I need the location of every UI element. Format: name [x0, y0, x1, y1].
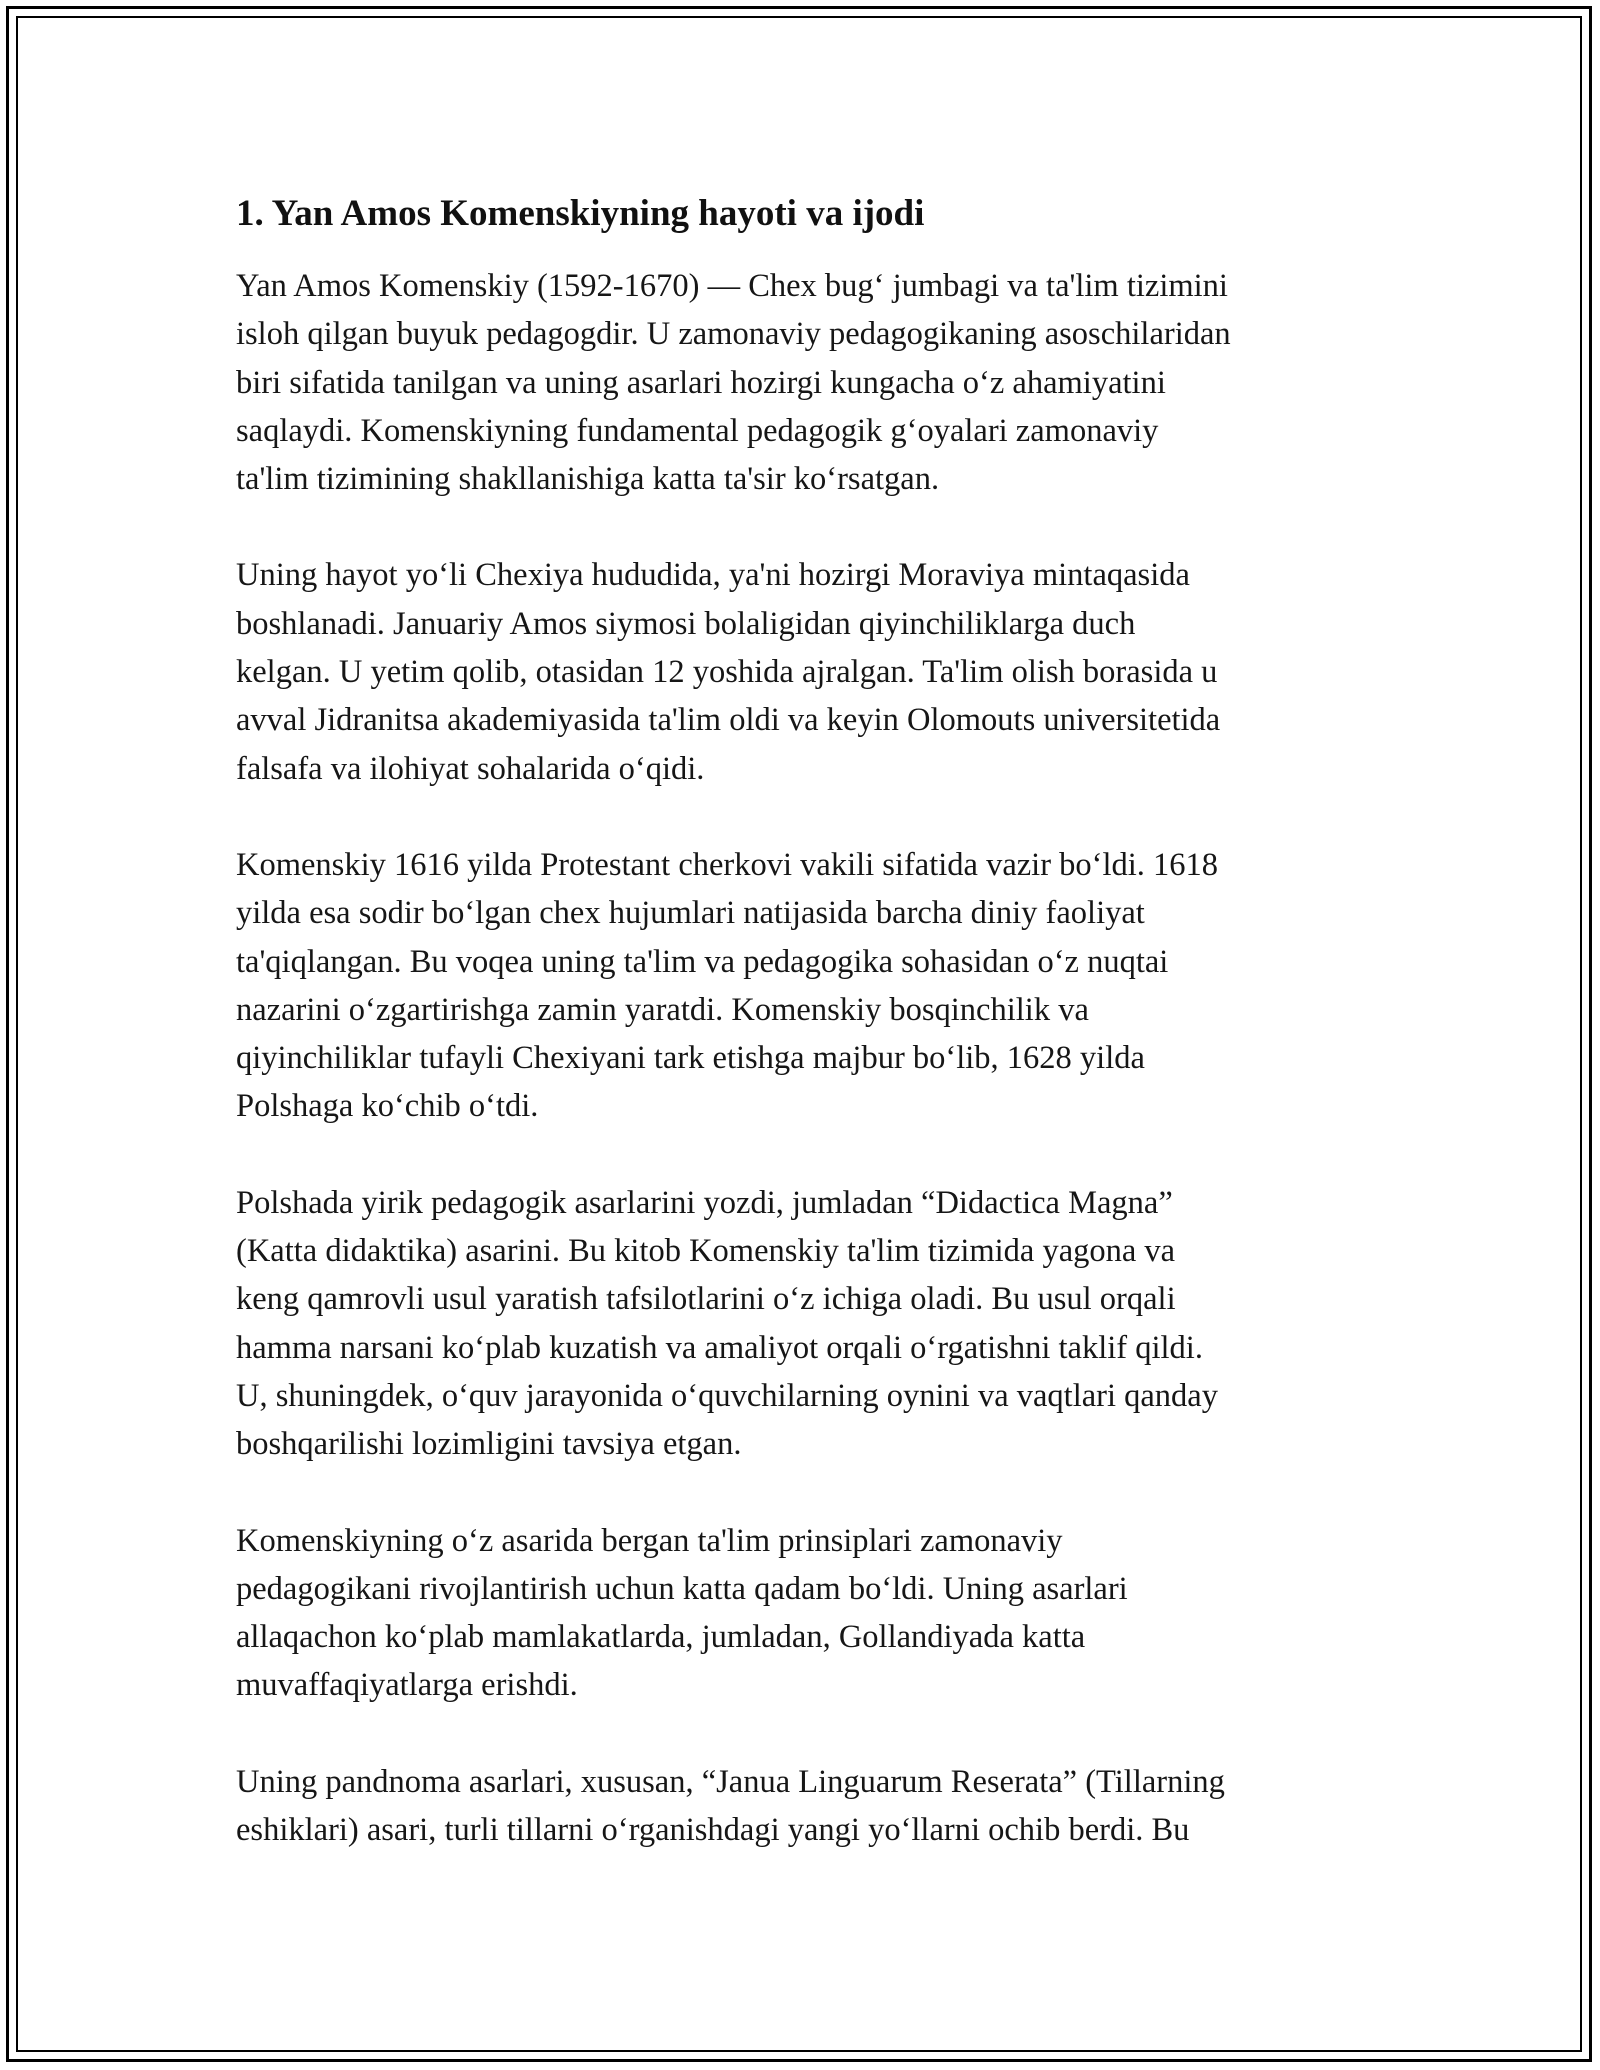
text-line: ta'lim tizimining shakllanishiga katta ta'sir ko‘rsatgan. — [236, 461, 940, 498]
text-line: biri sifatida tanilgan va uning asarlari hozirgi kungacha o‘z ahamiyatini — [236, 364, 1166, 401]
text-line: Uning hayot yo‘li Chexiya hududida, ya'ni hozirgi Moraviya mintaqasida — [236, 557, 1190, 594]
text-line: Polshada yirik pedagogik asarlarini yozdi, jumladan “Didactica Magna” — [236, 1184, 1173, 1221]
text-line: boshqarilishi lozimligini tavsiya etgan. — [236, 1426, 742, 1463]
paragraph-3 — [236, 841, 1366, 1131]
text-line: Komenskiyning o‘z asarida bergan ta'lim prinsiplari zamonaviy — [236, 1522, 1063, 1559]
text-line: eshiklari) asari, turli tillarni o‘rganishdagi yangi yo‘llarni ochib berdi. Bu — [236, 1812, 1190, 1849]
text-line: yilda esa sodir bo‘lgan chex hujumlari natijasida barcha diniy faoliyat — [236, 895, 1145, 932]
document-body — [236, 188, 1366, 1902]
section-heading: 1. Yan Amos Komenskiyning hayoti va ijodi — [236, 193, 925, 234]
text-line: ta'qiqlangan. Bu voqea uning ta'lim va pedagogika sohasidan o‘z nuqtai — [236, 943, 1169, 980]
paragraph-6 — [236, 1758, 1366, 1855]
text-line: Yan Amos Komenskiy (1592-1670) — Chex bug‘ jumbagi va ta'lim tizimini — [236, 268, 1228, 304]
text-line: nazarini o‘zgartirishga zamin yaratdi. Komenskiy bosqinchilik va — [236, 991, 1089, 1028]
text-line: avval Jidranitsa akademiyasida ta'lim oldi va keyin Olomouts universitetida — [236, 702, 1221, 739]
paragraph-2 — [236, 551, 1366, 792]
text-line: boshlanadi. Januariy Amos siymosi bolaligidan qiyinchiliklarga duch — [236, 605, 1136, 642]
text-line: U, shuningdek, o‘quv jarayonida o‘quvchilarning oynini va vaqtlari qanday — [236, 1377, 1218, 1414]
text-line: allaqachon ko‘plab mamlakatlarda, jumladan, Gollandiyada katta — [236, 1619, 1086, 1656]
paragraph-4 — [236, 1179, 1366, 1469]
text-line: muvaffaqiyatlarga erishdi. — [236, 1667, 578, 1704]
text-line: isloh qilgan buyuk pedagogdir. U zamonaviy pedagogikaning asoschilaridan — [236, 316, 1231, 353]
text-line: falsafa va ilohiyat sohalarida o‘qidi. — [236, 750, 705, 787]
text-line: (Katta didaktika) asarini. Bu kitob Komenskiy ta'lim tizimida yagona va — [236, 1233, 1176, 1270]
text-line: kelgan. U yetim qolib, otasidan 12 yoshida ajralgan. Ta'lim olish borasida u — [236, 654, 1218, 691]
paragraph-list — [236, 262, 1366, 1854]
paragraph-1 — [236, 262, 1366, 503]
text-line: qiyinchiliklar tufayli Chexiyani tark etishga majbur bo‘lib, 1628 yilda — [236, 1040, 1145, 1077]
text-line: hamma narsani ko‘plab kuzatish va amaliyot orqali o‘rgatishni taklif qildi. — [236, 1329, 1203, 1366]
text-line: Polshaga ko‘chib o‘tdi. — [236, 1088, 539, 1125]
text-line: Uning pandnoma asarlari, xususan, “Janua Linguarum Reserata” (Tillarning — [236, 1763, 1225, 1800]
text-line: pedagogikani rivojlantirish uchun katta qadam bo‘ldi. Uning asarlari — [236, 1570, 1128, 1607]
text-line: keng qamrovli usul yaratish tafsilotlarini o‘z ichiga oladi. Bu usul orqali — [236, 1281, 1176, 1318]
paragraph-5 — [236, 1517, 1366, 1710]
text-line: saqlaydi. Komenskiyning fundamental pedagogik g‘oyalari zamonaviy — [236, 412, 1159, 449]
text-line: Komenskiy 1616 yilda Protestant cherkovi vakili sifatida vazir bo‘ldi. 1618 — [236, 846, 1219, 883]
